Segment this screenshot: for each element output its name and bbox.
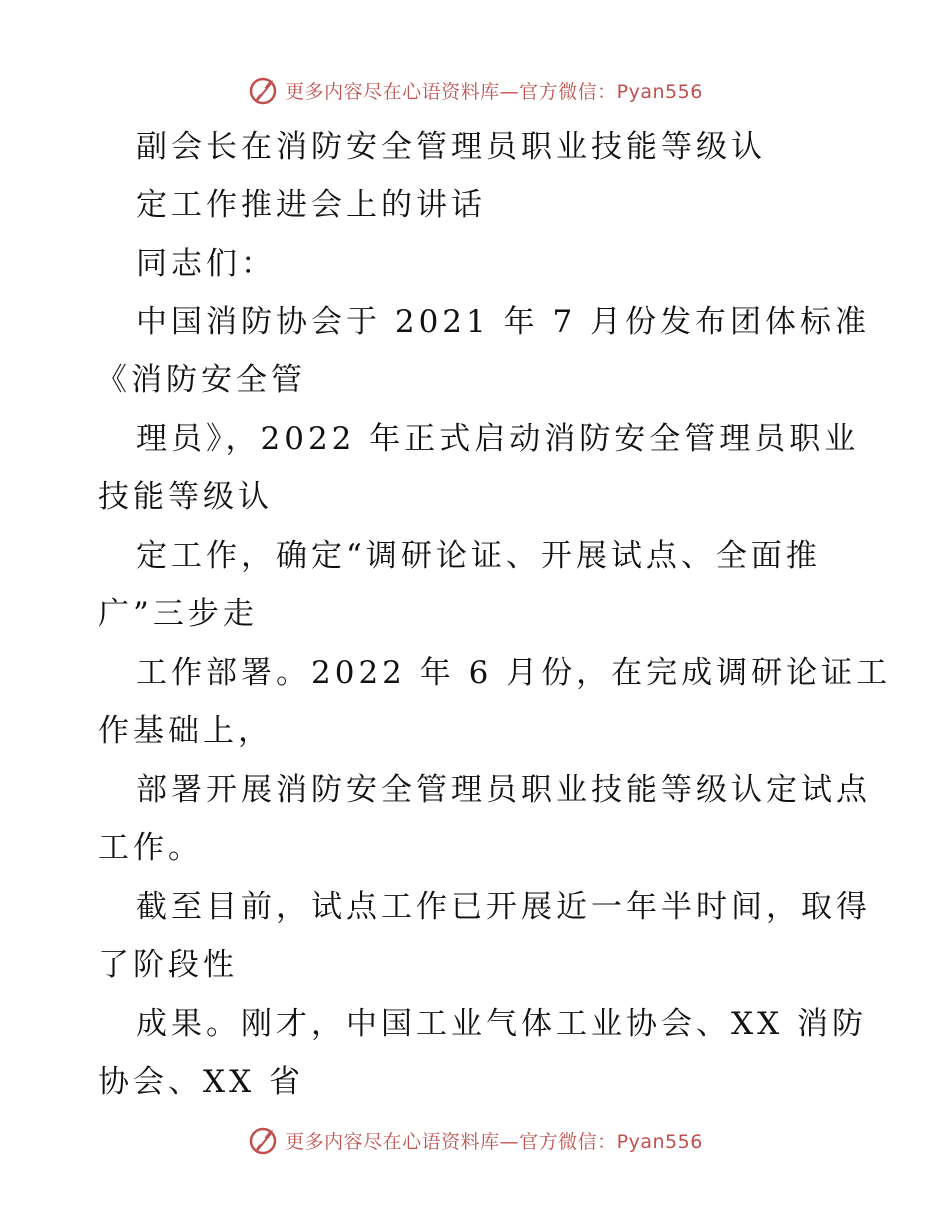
paragraph-line: 广”三步走 bbox=[98, 596, 258, 632]
paragraph-line: 作基础上， bbox=[98, 713, 273, 749]
paragraph-line: 协会、XX 省 bbox=[98, 1064, 304, 1100]
salutation: 同志们： bbox=[136, 246, 276, 282]
header-watermark-text: 更多内容尽在心语资料库—官方微信：Pyan556 bbox=[285, 80, 703, 103]
paragraph-line: 了阶段性 bbox=[98, 947, 238, 983]
paragraph-line: 技能等级认 bbox=[98, 479, 273, 515]
paragraph-line: 工作。 bbox=[98, 830, 203, 866]
footer-watermark-text: 更多内容尽在心语资料库—官方微信：Pyan556 bbox=[285, 1130, 703, 1153]
paragraph-line: 截至目前，试点工作已开展近一年半时间，取得 bbox=[136, 889, 871, 925]
paragraph-line: 成果。刚才，中国工业气体工业协会、XX 消防 bbox=[136, 1006, 867, 1042]
paragraph-line: 理员》，2022 年正式启动消防安全管理员职业 bbox=[136, 421, 860, 457]
paragraph-line: 《消防安全管 bbox=[96, 362, 306, 398]
paragraph-line: 部署开展消防安全管理员职业技能等级认定试点 bbox=[136, 772, 871, 808]
title-line-1: 副会长在消防安全管理员职业技能等级认 bbox=[136, 129, 766, 165]
paragraph-line: 工作部署。2022 年 6 月份，在完成调研论证工 bbox=[136, 655, 892, 691]
paragraph-line: 中国消防协会于 2021 年 7 月份发布团体标准 bbox=[136, 304, 871, 340]
quill-pen-logo-icon bbox=[247, 1124, 279, 1156]
paragraph-line: 定工作，确定“调研论证、开展试点、全面推 bbox=[136, 538, 821, 574]
footer-watermark-banner bbox=[0, 1120, 950, 1160]
title-line-2: 定工作推进会上的讲话 bbox=[136, 187, 486, 223]
